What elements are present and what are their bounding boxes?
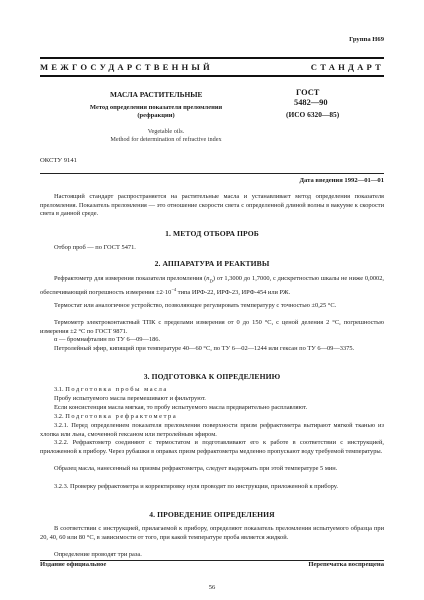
subsection-3-1-heading: 3.1. Подготовка пробы масла [54, 386, 168, 393]
gost-number: 5482—90 [294, 98, 328, 107]
section-4-repeat: Определение проводят три раза. [54, 551, 142, 558]
title-en-line2: Method for determination of refractive index [110, 136, 222, 143]
title-en-line1: Vegetable oils. [147, 128, 185, 135]
section-1-text: Отбор проб — по ГОСТ 5471. [54, 244, 136, 251]
section-4-heading: 4. ПРОВЕДЕНИЕ ОПРЕДЕЛЕНИЯ [149, 510, 275, 519]
section-2-refractometer: Рефрактометр для измерения показателя преломления $(n_D)$ от 1,3000 до 1,7000, с дискретностью шкалы не ниже 0,0002, обеспечивающий погрешность измерения $\pm 2\cdot 10^{-4}$ типа ИРФ-22, ИРФ-23, ИРФ-454 или РЖ. [40, 275, 385, 296]
section-2-thermostat: Термостат или аналогичное устройство, позволяющее регулировать температуру с точностью ±0,25 °С. [54, 302, 337, 309]
subsection-3-2-heading: 3.2. Подготовка рефрактометра [54, 413, 178, 420]
section-2-bromonaphthalene: α — бромнафталин по ТУ 6—09—186. [54, 336, 161, 343]
subsection-3-2-3: 3.2.3. Проверку рефрактометра и корректировку нуля проводят по инструкции, приложенной к прибору. [54, 483, 338, 490]
section-2-heading: 2. АППАРАТУРА И РЕАКТИВЫ [154, 259, 270, 268]
subsection-3-2-2-b: Образец масла, нанесенный на призмы рефрактометра, следует выдержать при этой температуре 5 мин. [54, 465, 338, 472]
top-rule-lower [40, 75, 384, 77]
gost-label: ГОСТ [296, 88, 320, 97]
subsection-3-2-1: 3.2.1. Перед определением показателя преломления поверхности призм рефрактометра вытирают мягкой тканью из хлопка или льна, смоченной гексаном или петролейным эфиром. [40, 422, 384, 438]
title-sub-line1: Метод определения показателя преломления [89, 104, 223, 111]
okstu-rule [40, 173, 384, 174]
footer-official-edition: Издание официальное [40, 561, 107, 568]
section-4-text: В соответствии с инструкцией, прилагаемой к прибору, определяют показатель преломления испытуемого образца при 20, 40, 60 или 80 °С, в зависимости от того, при какой температуре проба является жидкой. [40, 525, 384, 541]
group-code: Группа Н69 [349, 36, 384, 43]
standard-banner: МЕЖГОСУДАРСТВЕННЫЙ СТАНДАРТ [40, 62, 384, 72]
subsection-3-2-2: 3.2.2. Рефрактометр соединяют с термостатом и подготавливают его к работе в соответствии с инструкцией, приложенной к прибору. Через рубашки в оправах призм рефрактометра медленно пропускают воду требуемой температуры. [40, 439, 384, 455]
page-number: 56 [208, 584, 216, 591]
title-main: МАСЛА РАСТИТЕЛЬНЫЕ [110, 90, 203, 99]
section-1-heading: 1. МЕТОД ОТБОРА ПРОБ [165, 229, 259, 238]
section-2-petroleum-ether: Петролейный эфир, кипящий при температуре 40—60 °С, по ТУ 6—02—1244 или гексан по ТУ 6—09—3375. [54, 345, 355, 352]
introduction-date: Дата введения 1992—01—01 [299, 177, 384, 184]
section-3-heading: 3. ПОДГОТОВКА К ОПРЕДЕЛЕНИЮ [143, 372, 281, 381]
intro-paragraph: Настоящий стандарт распространяется на растительные масла и устанавливает метод определения показателя преломления. Показатель преломления — это отношение скорости света с определенной длиной волны в вакууме к скорости света в данной среде. [40, 193, 384, 218]
title-sub-line2: (рефракции) [137, 112, 175, 119]
top-rule-upper [40, 57, 384, 59]
subsection-3-1-text-a: Пробу испытуемого масла перемешивают и фильтруют. [54, 395, 206, 402]
subsection-3-1-text-b: Если консистенция масла мягкая, то пробу испытуемого масла предварительно расплавляют. [54, 404, 308, 411]
footer-reprint-prohibited: Перепечатка воспрещена [308, 561, 384, 568]
section-2-thermometer: Термометр электроконтактный ТПК с пределами измерения от 0 до 150 °С, с ценой деления 2 °С, погрешностью измерения ±2 °С по ГОСТ 9871. [40, 319, 384, 335]
okstu-code: ОКСТУ 9141 [40, 157, 77, 164]
gost-iso: (ИСО 6320—85) [286, 110, 340, 119]
